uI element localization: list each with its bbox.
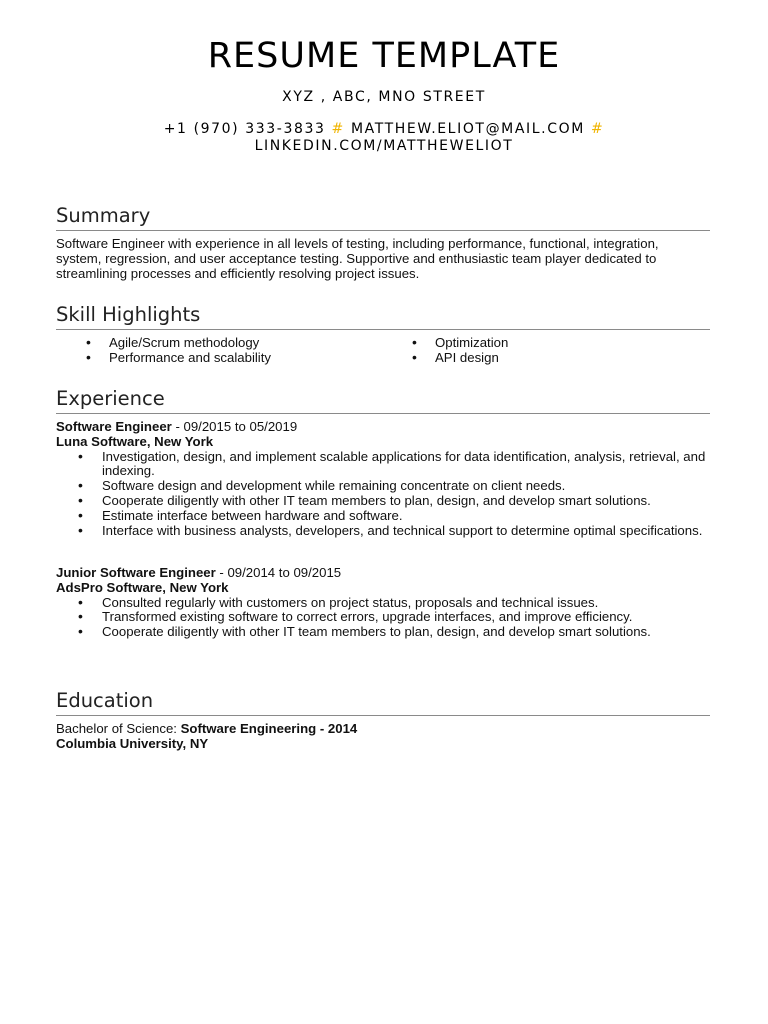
skill-item: • Optimization	[382, 336, 508, 351]
skill-item: • Agile/Scrum methodology	[56, 336, 271, 351]
contact-separator: #	[331, 121, 345, 137]
education-heading: Education	[56, 689, 710, 716]
email-address: MATTHEW.ELIOT@MAIL.COM	[350, 121, 585, 137]
job-header	[56, 566, 710, 581]
contact-line	[0, 121, 768, 155]
job-bullet: • Transformed existing software to correct errors, upgrade interfaces, and improve efficiency.	[56, 610, 710, 625]
job-dates: - 09/2015 to 05/2019	[171, 419, 298, 434]
job-entry	[56, 420, 710, 538]
phone-number: +1 (970) 333-3833	[163, 121, 326, 137]
skill-item: • API design	[382, 351, 508, 366]
linkedin-url: LINKEDIN.COM/MATTHEWELIOT	[254, 138, 514, 154]
summary-heading: Summary	[56, 204, 710, 231]
job-company: Luna Software, New York	[56, 433, 214, 449]
job-bullet: • Software design and development while remaining concentrate on client needs.	[56, 479, 710, 494]
contact-separator: #	[590, 121, 605, 137]
skills-column-1	[56, 336, 271, 366]
resume-title: RESUME TEMPLATE	[207, 36, 561, 76]
skills-column-2	[382, 336, 508, 366]
job-bullets	[56, 450, 710, 539]
education-entry	[56, 722, 710, 752]
job-bullet: • Estimate interface between hardware and software.	[56, 509, 710, 524]
job-bullet: • Interface with business analysts, developers, and technical support to determine optimal specifications.	[56, 524, 710, 539]
degree-name: Software Engineering - 2014	[180, 721, 358, 736]
skills-heading: Skill Highlights	[56, 303, 710, 330]
job-bullet: • Cooperate diligently with other IT team members to plan, design, and develop smart solutions.	[56, 494, 710, 509]
experience-heading: Experience	[56, 387, 710, 414]
job-role: Software Engineer	[56, 419, 172, 434]
job-entry	[56, 566, 710, 640]
job-bullets	[56, 596, 710, 640]
degree-line	[56, 722, 710, 737]
job-bullet: • Consulted regularly with customers on project status, proposals and technical issues.	[56, 596, 710, 611]
school-name: Columbia University, NY	[56, 735, 209, 751]
address-line: XYZ , ABC, MNO STREET	[282, 89, 486, 105]
summary-text: Software Engineer with experience in all levels of testing, including performance, functional, integration, system, regression, and user acceptance testing. Supportive and enthusiastic team player dedicated to streamlining processes and efficiently resolving project issues.	[56, 236, 659, 281]
job-header	[56, 420, 710, 435]
job-dates: - 09/2014 to 09/2015	[215, 565, 342, 580]
job-role: Junior Software Engineer	[56, 565, 216, 580]
skill-item: • Performance and scalability	[56, 351, 271, 366]
job-bullet: • Cooperate diligently with other IT team members to plan, design, and develop smart solutions.	[56, 625, 710, 640]
job-company: AdsPro Software, New York	[56, 579, 229, 595]
job-bullet: • Investigation, design, and implement scalable applications for data identification, analysis, retrieval, and indexing.	[56, 450, 710, 480]
degree-label: Bachelor of Science:	[56, 721, 181, 736]
